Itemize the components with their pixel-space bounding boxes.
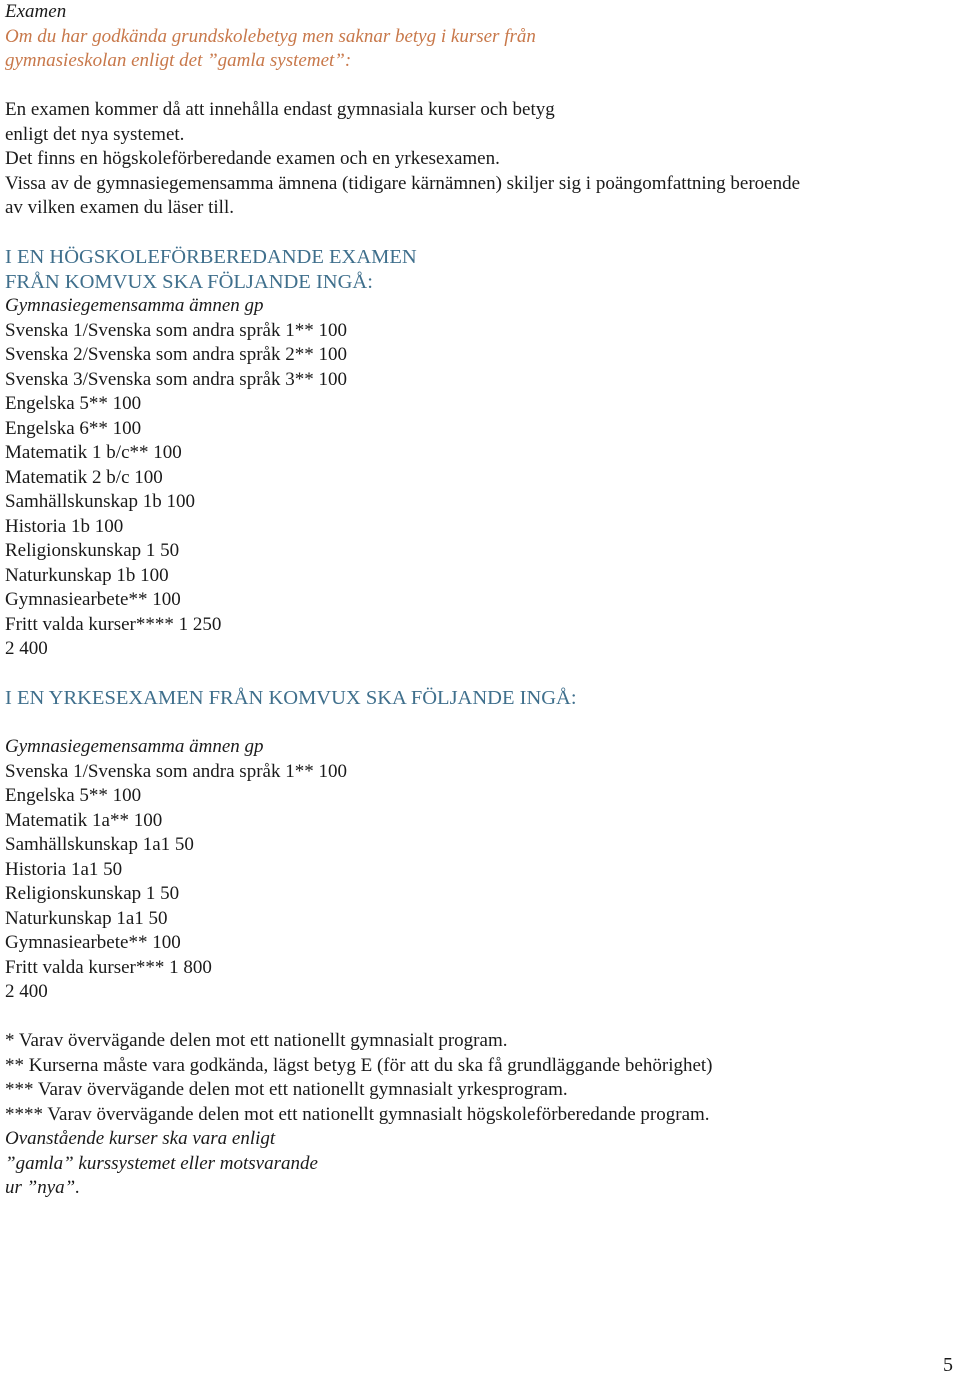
footnotes bbox=[5, 1029, 955, 1127]
yrkes-section bbox=[5, 686, 955, 1005]
footnote: *** Varav övervägande delen mot ett nationellt gymnasialt yrkesprogram. bbox=[5, 1079, 568, 1100]
course-item: Gymnasiearbete** 100 bbox=[5, 589, 181, 610]
closing-note-line: ”gamla” kurssystemet eller motsvarande bbox=[5, 1152, 318, 1174]
course-item: Svenska 1/Svenska som andra språk 1** 100 bbox=[5, 319, 347, 341]
intro-text-line: enligt det nya systemet. bbox=[5, 123, 185, 145]
course-item: Samhällskunskap 1a1 50 bbox=[5, 834, 194, 855]
course-item: Religionskunskap 1 50 bbox=[5, 883, 180, 904]
course-item: Naturkunskap 1b 100 bbox=[5, 564, 169, 586]
intro-text-line: En examen kommer då att innehålla endast gymnasiala kurser och betyg bbox=[5, 99, 555, 120]
intro-text-line: Det finns en högskoleförberedande examen och en yrkesexamen. bbox=[5, 148, 500, 169]
course-item: Engelska 5** 100 bbox=[5, 785, 142, 806]
closing-note-line: ur ”nya”. bbox=[5, 1177, 80, 1198]
course-item: Fritt valda kurser*** 1 800 bbox=[5, 956, 212, 978]
intro-text-line: Vissa av de gymnasiegemensamma ämnena (tidigare kärnämnen) skiljer sig i poängomfattning beroende bbox=[5, 172, 801, 194]
course-item: Svenska 2/Svenska som andra språk 2** 100 bbox=[5, 344, 347, 365]
hogskole-subheading: Gymnasiegemensamma ämnen gp bbox=[5, 295, 264, 316]
document-page bbox=[5, 0, 955, 1201]
total-points: 2 400 bbox=[5, 981, 48, 1002]
course-item: Engelska 6** 100 bbox=[5, 417, 142, 439]
intro-heading-line: Om du har godkända grundskolebetyg men saknar betyg i kurser från bbox=[5, 25, 536, 47]
course-item: Engelska 5** 100 bbox=[5, 393, 142, 414]
course-item: Fritt valda kurser**** 1 250 bbox=[5, 613, 222, 635]
course-item: Matematik 1a** 100 bbox=[5, 809, 163, 831]
course-item: Svenska 3/Svenska som andra språk 3** 100 bbox=[5, 368, 347, 390]
course-item: Matematik 2 b/c 100 bbox=[5, 466, 163, 488]
intro-heading-line: gymnasieskolan enligt det ”gamla systemet”: bbox=[5, 50, 352, 71]
intro-text bbox=[5, 98, 955, 221]
footnote: * Varav övervägande delen mot ett nationellt gymnasialt program. bbox=[5, 1030, 508, 1051]
intro-text-line: av vilken examen du läser till. bbox=[5, 197, 234, 218]
yrkes-heading: I EN YRKESEXAMEN FRÅN KOMVUX SKA FÖLJANDE INGÅ: bbox=[5, 687, 577, 709]
footnote: ** Kurserna måste vara godkända, lägst betyg E (för att du ska få grundläggande behörighet) bbox=[5, 1054, 713, 1076]
closing-note bbox=[5, 1127, 955, 1201]
course-item: Historia 1a1 50 bbox=[5, 858, 123, 880]
total-points: 2 400 bbox=[5, 638, 48, 659]
page-number: 5 bbox=[943, 1354, 953, 1376]
course-item: Naturkunskap 1a1 50 bbox=[5, 907, 168, 929]
footnote: **** Varav övervägande delen mot ett nationellt gymnasialt högskoleförberedande program. bbox=[5, 1103, 710, 1125]
hogskole-heading: I EN HÖGSKOLEFÖRBEREDANDE EXAMEN bbox=[5, 246, 417, 268]
hogskole-heading: FRÅN KOMVUX SKA FÖLJANDE INGÅ: bbox=[5, 270, 373, 293]
course-item: Gymnasiearbete** 100 bbox=[5, 932, 181, 953]
page-title: Examen bbox=[5, 1, 67, 22]
closing-note-line: Ovanstående kurser ska vara enligt bbox=[5, 1128, 276, 1149]
hogskole-section bbox=[5, 245, 955, 662]
course-item: Svenska 1/Svenska som andra språk 1** 100 bbox=[5, 760, 347, 782]
intro-heading bbox=[5, 25, 955, 74]
course-item: Historia 1b 100 bbox=[5, 515, 124, 537]
course-item: Religionskunskap 1 50 bbox=[5, 540, 180, 561]
course-item: Matematik 1 b/c** 100 bbox=[5, 442, 182, 463]
course-item: Samhällskunskap 1b 100 bbox=[5, 491, 195, 512]
yrkes-subheading: Gymnasiegemensamma ämnen gp bbox=[5, 736, 264, 757]
